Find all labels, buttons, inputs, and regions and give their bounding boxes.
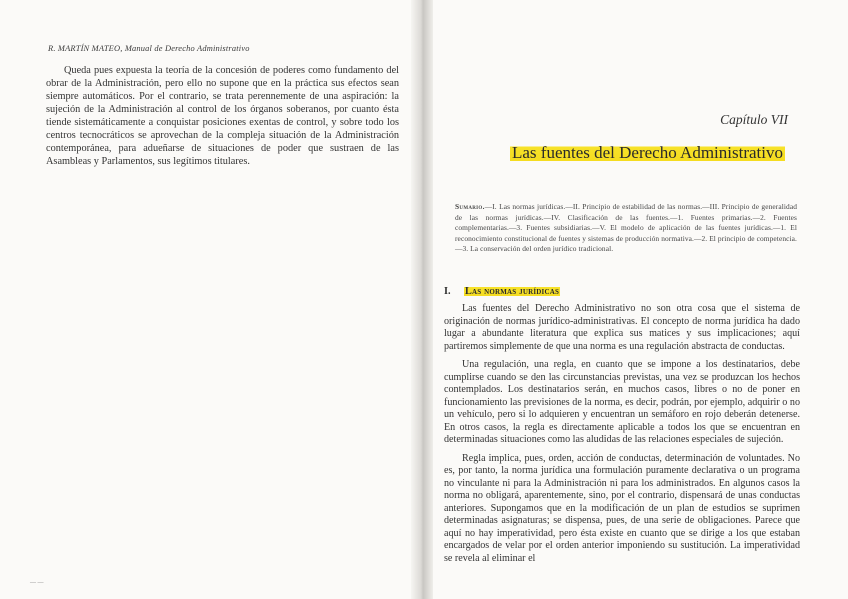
left-page: [0, 0, 411, 599]
section-title: Las normas jurídicas: [465, 286, 560, 297]
right-page-body: [444, 303, 800, 571]
chapter-label: Capítulo VII: [720, 112, 788, 127]
chapter-summary: [455, 202, 797, 255]
left-paragraph: Queda pues expuesta la teoría de la concesión de poderes como fundamento del obrar de la Administración, pero ello no supone que en la práctica sus efectos sean siempre automáticos. Por el contrario, se trata perennemente de una aspiración: la sujeción de la Administración al control de los órganos soberanos, por cuanto ésta tiende sistemáticamente a conquistar posiciones exentas de control, y sobre todo los centros tecnocráticos se aprovechan de la compleja situación de la Administración contemporánea, para adueñarse de situaciones de poder que sustraen de las Asambleas y Parlamentos, sus legítimos titulares.: [46, 65, 399, 167]
section-heading: [444, 286, 560, 297]
summary-text: —I. Las normas jurídicas.—II. Principio de estabilidad de las normas.—III. Principio de generalidad de las normas jurídicas.—IV. Clasificación de las fuentes.—1. Fuentes primarias.—2. Fuentes complementarias.—3. Fuentes subsidiarias.—V. El modelo de aplicación de las fuentes jurídicas.—1. El reconocimiento constitucional de fuentes y sistemas de producción normativa.—2. El principio de competencia.—3. La conservación del orden jurídico tradicional.: [455, 202, 797, 254]
summary-lead: Sumario.: [455, 202, 485, 211]
body-paragraph: Regla implica, pues, orden, acción de conductas, determinación de voluntades. No es, por tanto, la norma jurídica una formulación puramente declarativa o un programa no vinculante ni para la Administración ni para los administrados. En algunos casos la norma no obligará, aparentemente, sino, por el contrario, dispensará de unas conductas anteriores. Supongamos que en la modificación de un plan de estudios se suprimen determinadas asignaturas; se dispensa, pues, de una serie de obligaciones. Parece que aquí no hay imperatividad, pero ésta existe en cuanto que se dirige a los que estaban encargados de velar por el orden anterior imponiendo su sustitución. La imperatividad se revela al eliminar el: [444, 452, 800, 564]
body-paragraph: Las fuentes del Derecho Administrativo no son otra cosa que el sistema de originación de normas jurídico-administrativas. El concepto de norma jurídica ha dado lugar a abundante literatura que explica sus matices y sus implicaciones; aquí partiremos simplemente de que una norma es una regulación abstracta de conductas.: [444, 303, 800, 352]
left-page-body: [46, 64, 399, 168]
body-paragraph: Una regulación, una regla, en cuanto que se impone a los destinatarios, debe cumplirse cuando se den las circunstancias previstas, una vez se produzcan los hechos contemplados. Los destinatarios serán, en muchos casos, libres o no de poner en funcionamiento las previsiones de la norma, es decir, podrán, por ejemplo, adquirir o no un vehículo, pero si lo adquieren y encuentran un semáforo en rojo deberán detenerse. En otros casos, la regla es directamente aplicable a todos los que se encuentran en determinadas situaciones como las aludidas de las relaciones especiales de sujeción.: [444, 359, 800, 445]
chapter-title: Las fuentes del Derecho Administrativo: [512, 143, 783, 162]
running-head: R. MARTÍN MATEO, Manual de Derecho Administrativo: [48, 44, 250, 53]
book-gutter: [411, 0, 433, 599]
left-folio: — —: [30, 580, 44, 586]
section-number: I.: [444, 286, 451, 297]
